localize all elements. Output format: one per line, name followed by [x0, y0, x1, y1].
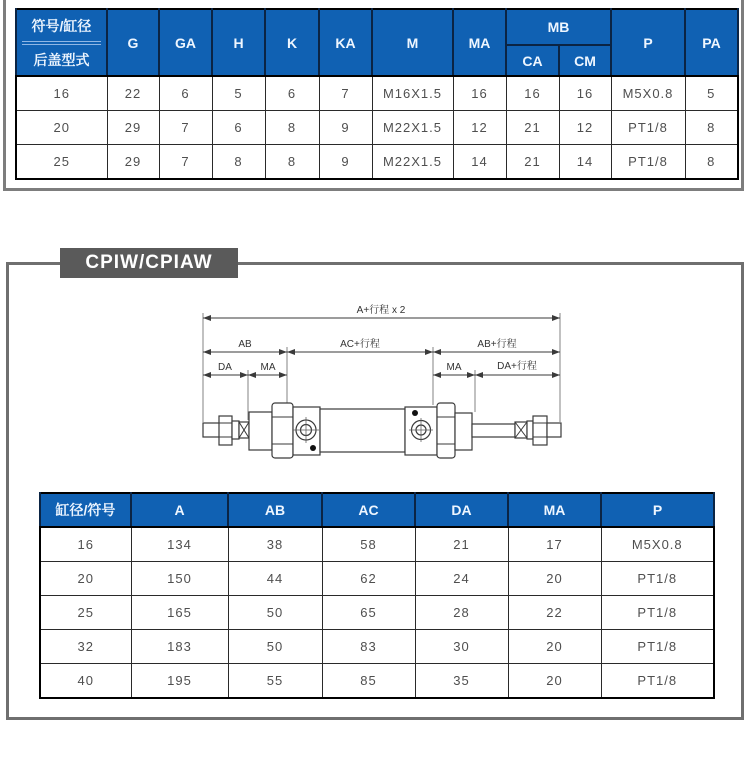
cell: 50: [228, 596, 322, 630]
cell: 5: [685, 76, 738, 111]
corner-divider: [22, 41, 101, 45]
cell: 50: [228, 630, 322, 664]
cell: 24: [415, 562, 508, 596]
cell: PT1/8: [601, 596, 714, 630]
col-header-M: M: [372, 9, 453, 76]
cell: 30: [415, 630, 508, 664]
table-row: [40, 596, 714, 630]
cell: 29: [107, 111, 159, 145]
cell: M5X0.8: [601, 527, 714, 562]
rear-cover-dimensions-table: [15, 8, 739, 180]
cell: 8: [265, 145, 319, 180]
col-header-AB: AB: [228, 493, 322, 527]
corner-label-top: 符号/缸径: [31, 17, 92, 34]
table-row: [16, 145, 738, 180]
cell: 62: [322, 562, 415, 596]
cell: M22X1.5: [372, 145, 453, 180]
cell: 21: [506, 145, 559, 180]
cell: 25: [16, 145, 107, 180]
cell: 22: [508, 596, 601, 630]
cell: 25: [40, 596, 131, 630]
cell: 134: [131, 527, 228, 562]
cell: 22: [107, 76, 159, 111]
cell: 35: [415, 664, 508, 699]
cell: 8: [265, 111, 319, 145]
corner-header-cell: [16, 9, 107, 76]
cell: 83: [322, 630, 415, 664]
cell: 195: [131, 664, 228, 699]
col-header-AC: AC: [322, 493, 415, 527]
col-header-GA: GA: [159, 9, 212, 76]
cell: 38: [228, 527, 322, 562]
cell: 20: [508, 562, 601, 596]
col-header-PA: PA: [685, 9, 738, 76]
cell: 28: [415, 596, 508, 630]
dim-label-total: A+行程 x 2: [356, 305, 406, 316]
cell: 40: [40, 664, 131, 699]
cell: 16: [40, 527, 131, 562]
cell: 16: [559, 76, 611, 111]
dim-label-da: DA: [218, 362, 232, 373]
cell: 6: [265, 76, 319, 111]
cell: 85: [322, 664, 415, 699]
cell: 183: [131, 630, 228, 664]
cell: 16: [16, 76, 107, 111]
cell: 20: [40, 562, 131, 596]
cell: 58: [322, 527, 415, 562]
cell: PT1/8: [601, 664, 714, 699]
cell: 44: [228, 562, 322, 596]
dim-label-ab-stroke: AB+行程: [477, 339, 517, 350]
cell: 65: [322, 596, 415, 630]
top-frame-left-border: [3, 0, 6, 191]
col-header-KA: KA: [319, 9, 372, 76]
top-frame-bottom-border: [3, 188, 744, 191]
col-header-DA: DA: [415, 493, 508, 527]
col-header-bore: 缸径/符号: [40, 493, 131, 527]
cell: 16: [506, 76, 559, 111]
cell: M22X1.5: [372, 111, 453, 145]
cell: PT1/8: [611, 111, 685, 145]
cell: 8: [685, 111, 738, 145]
cell: 8: [685, 145, 738, 180]
corner-label-bottom: 后盖型式: [33, 51, 90, 68]
cell: 14: [559, 145, 611, 180]
table-row: [16, 111, 738, 145]
cylinder-drawing: [203, 403, 561, 458]
col-header-H: H: [212, 9, 265, 76]
dim-label-ab: AB: [238, 339, 252, 350]
cell: 16: [453, 76, 506, 111]
col-header-CA: CA: [506, 45, 559, 76]
cell: 32: [40, 630, 131, 664]
cell: 21: [415, 527, 508, 562]
col-header-P: P: [601, 493, 714, 527]
col-header-MA: MA: [453, 9, 506, 76]
table-row: [40, 562, 714, 596]
cylinder-diagram: [178, 292, 582, 478]
dim-label-ma-right: MA: [446, 362, 462, 373]
cell: 7: [159, 145, 212, 180]
cell: 5: [212, 76, 265, 111]
cell: 150: [131, 562, 228, 596]
cell: 9: [319, 145, 372, 180]
cell: 20: [16, 111, 107, 145]
col-header-MA: MA: [508, 493, 601, 527]
cell: 21: [506, 111, 559, 145]
cell: 12: [559, 111, 611, 145]
table-row: [40, 630, 714, 664]
table-row: [16, 76, 738, 111]
dim-label-da-stroke: DA+行程: [497, 361, 537, 372]
cell: 9: [319, 111, 372, 145]
col-header-A: A: [131, 493, 228, 527]
col-header-CM: CM: [559, 45, 611, 76]
table-row: [40, 664, 714, 699]
cell: M5X0.8: [611, 76, 685, 111]
cell: 12: [453, 111, 506, 145]
cell: 20: [508, 664, 601, 699]
section-title: CPIW/CPIAW: [60, 248, 238, 278]
cell: PT1/8: [611, 145, 685, 180]
cell: M16X1.5: [372, 76, 453, 111]
table-row: [40, 527, 714, 562]
top-frame-right-border: [741, 0, 744, 191]
col-header-G: G: [107, 9, 159, 76]
cell: 8: [212, 145, 265, 180]
cell: 20: [508, 630, 601, 664]
cell: 29: [107, 145, 159, 180]
col-header-MB-group: MB: [506, 9, 611, 45]
cell: 7: [159, 111, 212, 145]
cell: 17: [508, 527, 601, 562]
cell: PT1/8: [601, 562, 714, 596]
dim-label-ac-stroke: AC+行程: [340, 339, 380, 350]
dim-label-ma-left: MA: [260, 362, 276, 373]
cell: 6: [212, 111, 265, 145]
cell: 165: [131, 596, 228, 630]
cpiw-dimensions-table: [39, 492, 715, 699]
cell: PT1/8: [601, 630, 714, 664]
cell: 6: [159, 76, 212, 111]
cell: 7: [319, 76, 372, 111]
col-header-P: P: [611, 9, 685, 76]
cell: 14: [453, 145, 506, 180]
col-header-K: K: [265, 9, 319, 76]
cell: 55: [228, 664, 322, 699]
